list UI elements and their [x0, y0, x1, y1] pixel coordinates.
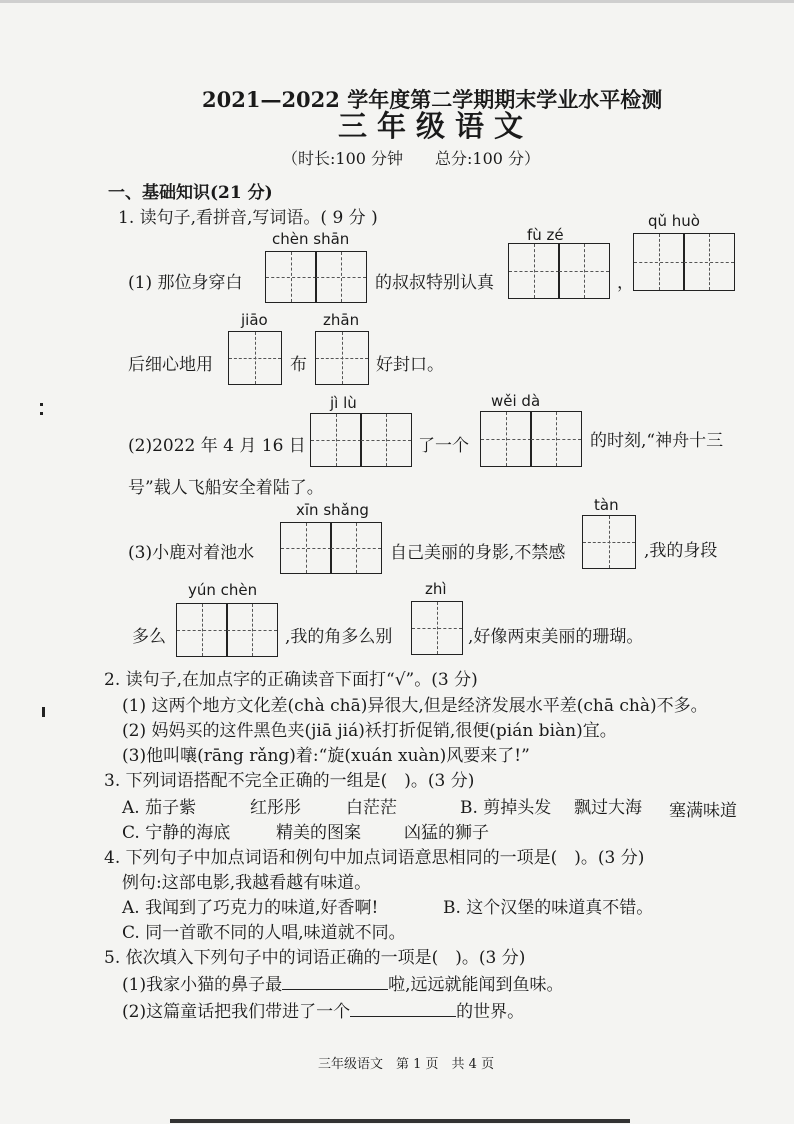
tianzige-quhuo[interactable] — [633, 233, 735, 291]
q5-line1-pre: (1)我家小猫的鼻子最 — [122, 975, 283, 995]
q2-stem: 2. 读句子,在加点字的正确读音下面打“√”。(3 分) — [104, 670, 478, 690]
q2-line2: (2) 妈妈买的这件黑色夹(jiā jiá)袄打折促销,很便(pián biàn)宜。 — [122, 721, 617, 741]
scan-bottom-edge — [170, 1119, 630, 1123]
scan-top-edge — [0, 0, 794, 3]
q5-blank-2[interactable] — [350, 1002, 456, 1017]
tianzige-yunchen[interactable] — [176, 603, 278, 657]
tianzige-zhan[interactable] — [315, 331, 369, 385]
scan-dot — [40, 403, 43, 406]
q3-option-c1: C. 宁静的海底 — [122, 823, 231, 843]
subject-title: 三年级语文 — [338, 109, 534, 143]
q1-s1b-mid: 布 — [290, 355, 307, 375]
q3-option-b3: 塞满味道 — [669, 801, 737, 821]
q1-s3-suffix: ,我的身段 — [644, 541, 718, 561]
q1-s3b-mid: ,我的角多么别 — [285, 627, 393, 647]
pinyin-chenshan: chèn shān — [272, 230, 350, 248]
q1-stem: 1. 读句子,看拼音,写词语。( 9 分 ) — [118, 208, 378, 228]
q1-s2-mid: 了一个 — [418, 436, 469, 456]
section-heading: 一、基础知识(21 分) — [108, 183, 273, 203]
q1-s1-mid: 的叔叔特别认真 — [375, 273, 494, 293]
q3-option-b2: 飘过大海 — [574, 798, 642, 818]
pinyin-zhan: zhān — [323, 311, 360, 329]
q1-s3b-suffix: ,好像两束美丽的珊瑚。 — [468, 627, 644, 647]
q3-stem: 3. 下列词语搭配不完全正确的一组是( )。(3 分) — [104, 771, 475, 791]
tianzige-chenshan[interactable] — [265, 251, 367, 303]
tianzige-zhi[interactable] — [411, 601, 463, 655]
pinyin-quhuo: qǔ huò — [648, 212, 700, 230]
q5-line1-post: 啦,远远就能闻到鱼味。 — [388, 975, 564, 995]
q3-option-b1: B. 剪掉头发 — [460, 798, 552, 818]
scan-dot — [40, 412, 43, 415]
q1-s1-comma: ， — [617, 273, 634, 293]
q2-line3: (3)他叫嚷(rāng rǎng)着:“旋(xuán xuàn)风要来了!” — [122, 746, 530, 766]
q3-option-a3: 白茫茫 — [346, 798, 397, 818]
q1-s3-mid: 自己美丽的身影,不禁感 — [390, 543, 566, 563]
tianzige-tan[interactable] — [582, 515, 636, 569]
pinyin-zhi: zhì — [425, 580, 447, 598]
q3-option-c3: 凶猛的狮子 — [404, 823, 489, 843]
pinyin-xinshang: xīn shǎng — [296, 501, 369, 519]
q5-line2 — [122, 997, 524, 1022]
pinyin-yunchen: yún chèn — [188, 581, 258, 599]
q4-option-b: B. 这个汉堡的味道真不错。 — [443, 898, 654, 918]
q4-stem: 4. 下列句子中加点词语和例句中加点词语意思相同的一项是( )。(3 分) — [104, 848, 645, 868]
q1-s1-prefix: (1) 那位身穿白 — [128, 273, 243, 293]
q3-option-c2: 精美的图案 — [276, 823, 361, 843]
q2-line1: (1) 这两个地方文化差(chà chā)异很大,但是经济发展水平差(chā chà)不多。 — [122, 696, 708, 716]
q5-blank-1[interactable] — [282, 975, 388, 990]
tianzige-fuze[interactable] — [508, 243, 610, 299]
pinyin-weida: wěi dà — [491, 392, 541, 410]
tianzige-jilu[interactable] — [310, 413, 412, 467]
q5-line2-pre: (2)这篇童话把我们带进了一个 — [122, 1002, 351, 1022]
tianzige-xinshang[interactable] — [280, 522, 382, 574]
q1-s1b-prefix: 后细心地用 — [128, 355, 213, 375]
q1-s2-line2: 号”载人飞船安全着陆了。 — [128, 478, 324, 498]
q3-option-a1: A. 茄子紫 — [122, 798, 197, 818]
q1-s2-prefix: (2)2022 年 4 月 16 日 — [128, 436, 306, 456]
exam-title: 2021—2022 学年度第二学期期末学业水平检测 — [202, 87, 663, 112]
q1-s2-suffix: 的时刻,“神舟十三 — [590, 431, 724, 451]
q1-s3b-prefix: 多么 — [132, 627, 166, 647]
tianzige-weida[interactable] — [480, 411, 582, 467]
q4-option-a: A. 我闻到了巧克力的味道,好香啊! — [122, 898, 379, 918]
scan-mark — [42, 707, 45, 717]
pinyin-fuze: fù zé — [527, 226, 564, 244]
tianzige-jiao[interactable] — [228, 331, 282, 385]
q4-option-c: C. 同一首歌不同的人唱,味道就不同。 — [122, 923, 406, 943]
q1-s3-prefix: (3)小鹿对着池水 — [128, 543, 255, 563]
q4-example: 例句:这部电影,我越看越有味道。 — [122, 873, 372, 893]
exam-meta: （时长:100 分钟 总分:100 分） — [282, 149, 541, 168]
q5-stem: 5. 依次填入下列句子中的词语正确的一项是( )。(3 分) — [104, 948, 526, 968]
pinyin-jiao: jiāo — [241, 311, 268, 329]
q5-line2-post: 的世界。 — [456, 1002, 525, 1022]
pinyin-tan: tàn — [594, 496, 619, 514]
q1-s1b-suffix: 好封口。 — [376, 355, 444, 375]
q3-option-a2: 红彤彤 — [250, 798, 301, 818]
pinyin-jilu: jì lù — [330, 394, 357, 412]
page-footer: 三年级语文 第 1 页 共 4 页 — [318, 1057, 495, 1072]
q5-line1 — [122, 970, 564, 995]
